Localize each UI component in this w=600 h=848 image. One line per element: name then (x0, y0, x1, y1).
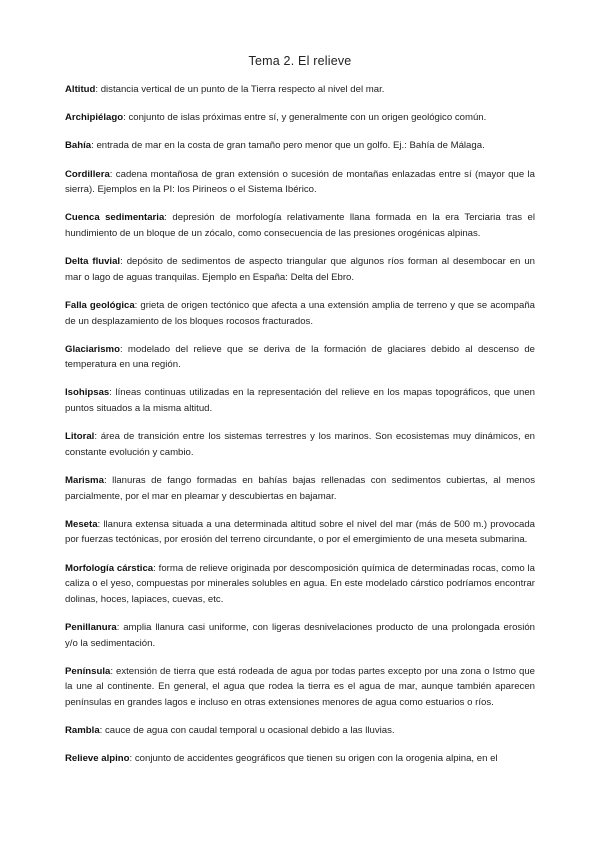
glossary-entry-rambla (65, 723, 535, 739)
glossary-entry-delta-fluvial (65, 254, 535, 285)
glossary-term: Glaciarismo (65, 343, 120, 355)
glossary-definition: : conjunto de islas próximas entre sí, y generalmente con un origen geológico común. (123, 112, 487, 124)
glossary-entry-marisma (65, 473, 535, 504)
glossary-entry-peninsula (65, 664, 535, 711)
glossary-term: Cordillera (65, 168, 110, 180)
glossary-entry-archipielago (65, 110, 535, 126)
glossary-entry-altitud (65, 82, 535, 98)
glossary-definition: : forma de relieve originada por descomposición química de determinadas rocas, como la caliza o el yeso, compuestas por minerales solubles en agua. En este modelado cárstico podríamos encontrar dolinas, hoces, lapiaces, cuevas, etc. (65, 562, 535, 605)
glossary-definition: : depresión de morfología relativamente llana formada en la era Terciaria tras el hundimiento de un bloque de un zócalo, como consecuencia de las presiones orogénicas alpinas. (65, 212, 535, 239)
glossary-term: Penillanura (65, 621, 117, 633)
glossary-entry-meseta (65, 517, 535, 548)
glossary-term: Isohipsas (65, 387, 110, 399)
glossary-term: Relieve alpino (65, 753, 130, 765)
glossary-term: Rambla (65, 725, 100, 737)
glossary-entry-glaciarismo (65, 342, 535, 373)
glossary-term: Marisma (65, 475, 104, 487)
glossary-term: Cuenca sedimentaria (65, 212, 165, 224)
glossary-term: Península (65, 665, 111, 677)
glossary-entry-bahia (65, 138, 535, 154)
glossary-entry-litoral (65, 429, 535, 460)
glossary-term: Altitud (65, 84, 96, 95)
glossary-term: Litoral (65, 431, 95, 443)
glossary-definition: : cauce de agua con caudal temporal u ocasional debido a las lluvias. (99, 725, 395, 737)
glossary-entry-morfologia-carstica (65, 561, 535, 608)
glossary-term: Meseta (65, 518, 98, 530)
glossary-entry-cuenca-sedimentaria (65, 210, 535, 241)
glossary-definition: : modelado del relieve que se deriva de la formación de glaciares debido al descenso de temperatura en una región. (65, 343, 535, 371)
glossary-term: Archipiélago (65, 112, 124, 124)
glossary-entry-isohipsas (65, 385, 535, 416)
glossary-list (65, 82, 535, 780)
glossary-definition: : líneas continuas utilizadas en la representación del relieve en los mapas topográficos, que unen puntos situados a la misma altitud. (65, 387, 535, 415)
glossary-entry-cordillera (65, 167, 535, 198)
glossary-entry-falla-geologica (65, 298, 535, 329)
glossary-entry-penillanura (65, 620, 535, 651)
glossary-term: Bahía (65, 140, 92, 152)
glossary-definition: : distancia vertical de un punto de la Tierra respecto al nivel del mar. (95, 84, 385, 95)
glossary-entry-relieve-alpino (65, 751, 535, 767)
glossary-definition: : extensión de tierra que está rodeada de agua por todas partes excepto por una zona o Istmo que la une al continente. En general, el agua que rodea la tierra es el agua de mar, aunque también aparecen penínsulas en grandes lagos e incluso en otras extensiones menores de agua como estuarios o ríos. (65, 665, 535, 708)
glossary-definition: : área de transición entre los sistemas terrestres y los marinos. Son ecosistemas muy dinámicos, en constante evolución y cambio. (65, 431, 535, 458)
glossary-definition: : entrada de mar en la costa de gran tamaño pero menor que un golfo. Ej.: Bahía de Málaga. (91, 140, 485, 152)
glossary-definition: : cadena montañosa de gran extensión o sucesión de montañas enlazadas entre sí (mayor que la sierra). Ejemplos en la PI: los Pirineos o el Sistema Ibérico. (65, 168, 535, 196)
glossary-definition: : llanuras de fango formadas en bahías bajas rellenadas con sedimentos cubiertas, al menos parcialmente, por el mar en pleamar y descubiertas en bajamar. (65, 475, 535, 502)
glossary-definition: : amplia llanura casi uniforme, con ligeras desnivelaciones producto de una prolongada erosión y/o la sedimentación. (65, 621, 535, 649)
page-title: Tema 2. El relieve (248, 54, 352, 68)
glossary-term: Delta fluvial (65, 256, 121, 268)
glossary-definition: : conjunto de accidentes geográficos que tienen su origen con la orogenia alpina, en el (129, 753, 498, 765)
glossary-definition: : llanura extensa situada a una determinada altitud sobre el nivel del mar (más de 500 m.) provocada por fuerzas tectónicas, por erosión del terreno circundante, o por el emergimiento de una meseta submarina. (65, 518, 535, 546)
glossary-term: Morfología cárstica (65, 562, 154, 574)
glossary-term: Falla geológica (65, 299, 135, 311)
glossary-definition: : depósito de sedimentos de aspecto triangular que algunos ríos forman al desembocar en un mar o lago de aguas tranquilas. Ejemplo en España: Delta del Ebro. (65, 256, 535, 283)
glossary-definition: : grieta de origen tectónico que afecta a una extensión amplia de terreno y que se acompaña de un desplazamiento de los bloques rocosos fracturados. (65, 299, 536, 327)
